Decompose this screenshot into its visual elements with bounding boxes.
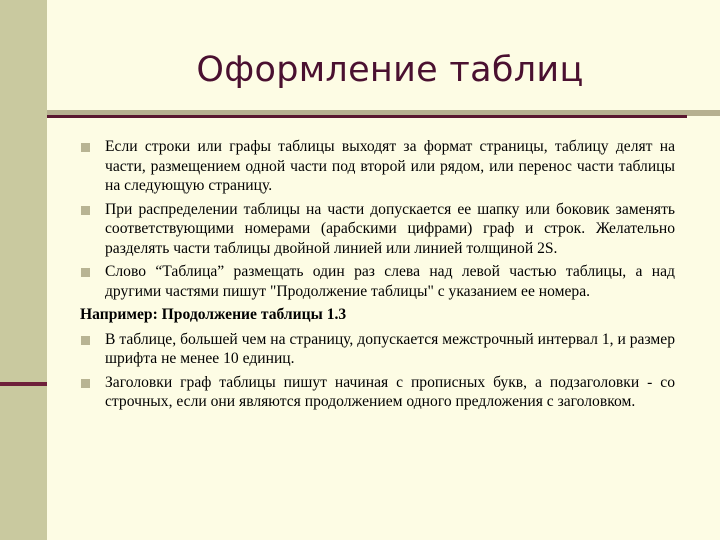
bullet-text: При распределении таблицы на части допускается ее шапку или боковик заменять соответствующими номерами (арабскими цифрами) граф и строк. Желательно разделять части таблицы двойной линией или линией толщиной 2S. (105, 200, 675, 257)
square-bullet-icon (81, 143, 90, 152)
title-rule-line (47, 115, 687, 118)
square-bullet-icon (81, 268, 90, 277)
side-accent-bar (0, 382, 47, 386)
bullet-text: В таблице, большей чем на страницу, допускается межстрочный интервал 1, и размер шрифта не менее 10 единиц. (105, 330, 675, 367)
example-line: Например: Продолжение таблицы 1.3 (80, 306, 347, 323)
slide-content (80, 137, 675, 416)
side-bar (0, 0, 47, 540)
bullet-item (80, 137, 675, 196)
bullet-text: Если строки или графы таблицы выходят за формат страницы, таблицу делят на части, размещением одной части под второй или рядом, или перенос части таблицы на следующую страницу. (105, 138, 675, 194)
title-rule-right (687, 110, 720, 116)
bullet-item (80, 200, 675, 259)
bullet-text: Заголовки граф таблицы пишут начиная с прописных букв, а подзаголовки - со строчных, если они являются продолжением одного предложения с заголовком. (105, 373, 675, 410)
slide-title: Оформление таблиц (196, 50, 584, 90)
bullet-item (80, 373, 675, 412)
square-bullet-icon (81, 206, 90, 215)
bullet-item (80, 262, 675, 301)
bullet-text: Слово “Таблица” размещать один раз слева над левой частью таблицы, а над другими частями пишут "Продолжение таблицы" с указанием ее номера. (105, 263, 675, 300)
square-bullet-icon (81, 336, 90, 345)
bullet-item (80, 330, 675, 369)
square-bullet-icon (81, 379, 90, 388)
